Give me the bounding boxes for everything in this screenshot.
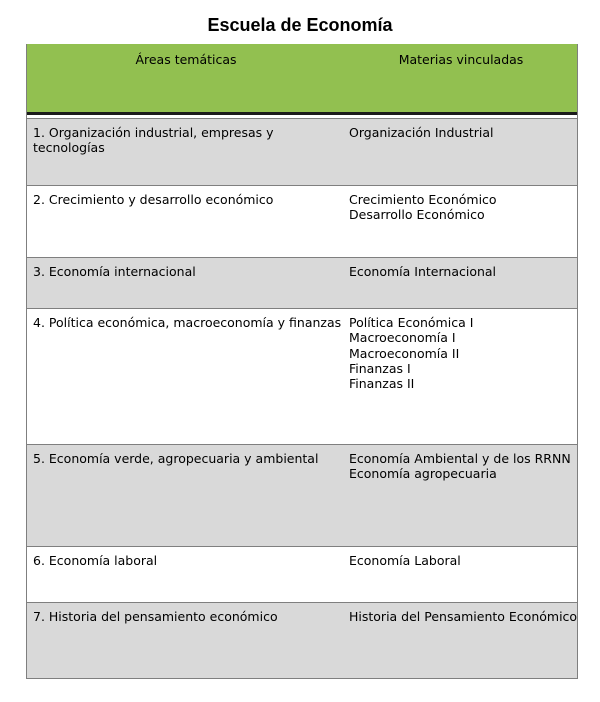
table-row [27, 546, 577, 602]
subjects-cell [349, 603, 577, 678]
table-row [27, 257, 577, 308]
subject-item: Economía Laboral [349, 553, 461, 568]
subjects-cell [349, 547, 577, 602]
area-cell: 6. Economía laboral [33, 553, 158, 568]
subject-item: Economía Internacional [349, 264, 497, 279]
subject-item: Historia del Pensamiento Económico [349, 609, 578, 624]
subject-item: Crecimiento Económico [349, 192, 497, 207]
page-title: Escuela de Economía [207, 15, 393, 35]
subjects-cell [349, 186, 577, 257]
subject-item: Economía Ambiental y de los RRNN [349, 451, 571, 466]
subject-item: Finanzas II [349, 376, 415, 392]
area-cell: 5. Economía verde, agropecuaria y ambiental [33, 451, 319, 466]
table-row [27, 118, 577, 185]
areas-table [26, 44, 578, 679]
area-cell: 3. Economía internacional [33, 264, 196, 279]
subject-item: Economía agropecuaria [349, 466, 497, 482]
area-cell: 2. Crecimiento y desarrollo económico [33, 192, 274, 207]
subjects-cell [349, 258, 577, 308]
subjects-cell [349, 119, 577, 185]
subject-item: Finanzas I [349, 360, 411, 376]
table-row [27, 185, 577, 257]
area-cell: 1. Organización industrial, empresas y tecnologías [33, 125, 274, 156]
area-cell: 4. Política económica, macroeconomía y finanzas [33, 315, 342, 330]
header-areas: Áreas temáticas [135, 52, 237, 67]
subjects-cell [349, 309, 577, 444]
table-row [27, 308, 577, 444]
table-row [27, 444, 577, 546]
subject-item: Macroeconomía I [349, 330, 456, 346]
table-header [27, 44, 577, 115]
area-cell: 7. Historia del pensamiento económico [33, 609, 278, 624]
subject-item: Desarrollo Económico [349, 207, 485, 223]
subjects-cell [349, 445, 577, 546]
subject-item: Macroeconomía II [349, 345, 460, 361]
header-subjects: Materias vinculadas [398, 52, 524, 67]
subject-item: Organización Industrial [349, 125, 494, 140]
table-row [27, 602, 577, 678]
subject-item: Política Económica I [349, 315, 474, 330]
